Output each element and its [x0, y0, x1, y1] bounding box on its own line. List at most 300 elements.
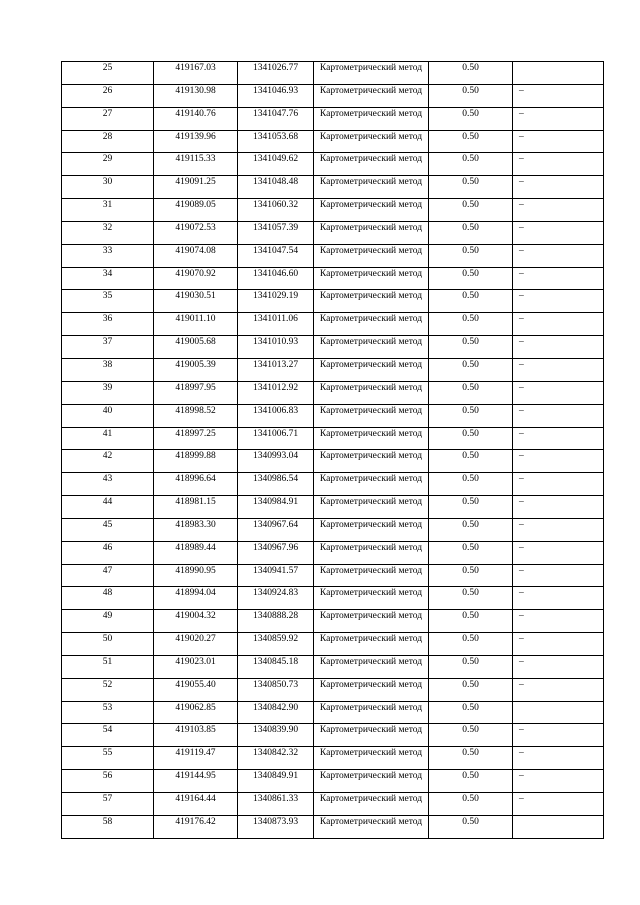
point-number-cell — [62, 244, 154, 267]
x-coordinate-cell — [154, 587, 238, 610]
table-row — [62, 130, 604, 153]
x-coordinate-cell — [154, 221, 238, 244]
note-cell — [513, 358, 604, 381]
point-number-cell — [62, 518, 154, 541]
method-cell — [314, 815, 429, 838]
accuracy-text: 0.50 — [462, 200, 479, 211]
accuracy-cell — [429, 587, 513, 610]
method-text: Картометрический метод — [319, 679, 423, 690]
x-coordinate-text: 419020.27 — [175, 634, 216, 645]
coordinates-table — [61, 61, 604, 839]
x-coordinate-text: 419130.98 — [175, 85, 216, 96]
point-number-text: 53 — [102, 702, 113, 713]
table-row — [62, 267, 604, 290]
accuracy-cell — [429, 404, 513, 427]
table-row — [62, 427, 604, 450]
y-coordinate-text: 1340850.73 — [252, 679, 299, 690]
accuracy-text: 0.50 — [462, 359, 479, 370]
method-cell — [314, 290, 429, 313]
accuracy-text: 0.50 — [462, 268, 479, 279]
accuracy-text: 0.50 — [462, 519, 479, 530]
method-cell — [314, 633, 429, 656]
y-coordinate-cell — [238, 336, 314, 359]
method-text: Картометрический метод — [319, 497, 423, 508]
point-number-cell — [62, 404, 154, 427]
point-number-cell — [62, 107, 154, 130]
accuracy-text: 0.50 — [462, 108, 479, 119]
x-coordinate-text: 419091.25 — [175, 177, 216, 188]
y-coordinate-cell — [238, 290, 314, 313]
x-coordinate-cell — [154, 290, 238, 313]
note-text: – — [519, 428, 524, 439]
y-coordinate-text: 1340941.57 — [252, 565, 299, 576]
accuracy-cell — [429, 62, 513, 85]
point-number-text: 47 — [102, 565, 113, 576]
note-cell — [513, 564, 604, 587]
x-coordinate-text: 419144.95 — [175, 771, 216, 782]
accuracy-text: 0.50 — [462, 154, 479, 165]
point-number-text: 58 — [102, 816, 113, 827]
point-number-cell — [62, 199, 154, 222]
x-coordinate-text: 419004.32 — [175, 611, 216, 622]
point-number-cell — [62, 747, 154, 770]
method-text: Картометрический метод — [319, 519, 423, 530]
note-cell — [513, 199, 604, 222]
y-coordinate-text: 1341060.32 — [252, 200, 299, 211]
point-number-text: 29 — [102, 154, 113, 165]
point-number-cell — [62, 153, 154, 176]
x-coordinate-cell — [154, 633, 238, 656]
accuracy-text: 0.50 — [462, 679, 479, 690]
accuracy-cell — [429, 815, 513, 838]
note-text: – — [519, 542, 524, 553]
y-coordinate-text: 1340967.96 — [252, 542, 299, 553]
y-coordinate-cell — [238, 244, 314, 267]
x-coordinate-cell — [154, 336, 238, 359]
table-row — [62, 541, 604, 564]
note-text: – — [519, 794, 524, 804]
table-row — [62, 724, 604, 747]
point-number-text: 38 — [102, 359, 113, 370]
method-cell — [314, 770, 429, 793]
table-row — [62, 518, 604, 541]
x-coordinate-cell — [154, 701, 238, 724]
method-cell — [314, 358, 429, 381]
method-cell — [314, 313, 429, 336]
accuracy-text: 0.50 — [462, 748, 479, 759]
y-coordinate-text: 1340842.90 — [252, 702, 299, 713]
method-text: Картометрический метод — [319, 108, 423, 119]
point-number-cell — [62, 564, 154, 587]
accuracy-cell — [429, 290, 513, 313]
x-coordinate-cell — [154, 244, 238, 267]
note-text — [513, 62, 603, 63]
x-coordinate-cell — [154, 564, 238, 587]
method-cell — [314, 473, 429, 496]
note-cell — [513, 678, 604, 701]
note-cell — [513, 770, 604, 793]
table-row — [62, 655, 604, 678]
y-coordinate-cell — [238, 678, 314, 701]
accuracy-text: 0.50 — [462, 588, 479, 599]
accuracy-text: 0.50 — [462, 314, 479, 325]
y-coordinate-text: 1341006.71 — [252, 428, 299, 439]
note-text: – — [519, 85, 524, 96]
point-number-text: 54 — [102, 725, 113, 736]
table-row — [62, 678, 604, 701]
note-text: – — [519, 268, 524, 279]
point-number-text: 39 — [102, 382, 113, 393]
point-number-cell — [62, 678, 154, 701]
accuracy-cell — [429, 655, 513, 678]
method-cell — [314, 199, 429, 222]
note-cell — [513, 724, 604, 747]
y-coordinate-cell — [238, 176, 314, 199]
x-coordinate-text: 418994.04 — [175, 588, 216, 599]
point-number-text: 35 — [102, 291, 113, 302]
accuracy-cell — [429, 564, 513, 587]
method-cell — [314, 62, 429, 85]
table-row — [62, 336, 604, 359]
y-coordinate-text: 1340839.90 — [252, 725, 299, 736]
table-row — [62, 450, 604, 473]
point-number-cell — [62, 62, 154, 85]
note-cell — [513, 610, 604, 633]
point-number-text: 56 — [102, 771, 113, 782]
accuracy-text: 0.50 — [462, 85, 479, 96]
x-coordinate-text: 419030.51 — [175, 291, 216, 302]
point-number-text: 44 — [102, 497, 113, 508]
table-row — [62, 244, 604, 267]
point-number-text: 34 — [102, 268, 113, 279]
x-coordinate-cell — [154, 655, 238, 678]
point-number-text: 28 — [102, 131, 113, 142]
y-coordinate-text: 1341046.60 — [252, 268, 299, 279]
y-coordinate-text: 1341010.93 — [252, 337, 299, 348]
table-row — [62, 793, 604, 816]
point-number-cell — [62, 473, 154, 496]
note-cell — [513, 404, 604, 427]
y-coordinate-text: 1341006.83 — [252, 405, 299, 416]
point-number-cell — [62, 381, 154, 404]
method-text: Картометрический метод — [319, 291, 423, 302]
method-text: Картометрический метод — [319, 634, 423, 645]
note-cell — [513, 107, 604, 130]
method-text: Картометрический метод — [319, 177, 423, 188]
method-text: Картометрический метод — [319, 794, 423, 804]
method-cell — [314, 724, 429, 747]
y-coordinate-text: 1341057.39 — [252, 222, 299, 233]
note-cell — [513, 473, 604, 496]
method-cell — [314, 404, 429, 427]
method-text: Картометрический метод — [319, 337, 423, 348]
table-row — [62, 84, 604, 107]
x-coordinate-text: 419005.68 — [175, 337, 216, 348]
y-coordinate-cell — [238, 541, 314, 564]
note-cell — [513, 496, 604, 519]
point-number-text: 33 — [102, 245, 113, 256]
note-text: – — [519, 497, 524, 508]
point-number-text: 52 — [102, 679, 113, 690]
method-text: Картометрический метод — [319, 200, 423, 211]
point-number-cell — [62, 358, 154, 381]
y-coordinate-text: 1341013.27 — [252, 359, 299, 370]
point-number-text: 27 — [102, 108, 113, 119]
method-text: Картометрический метод — [319, 748, 423, 759]
note-text: – — [519, 519, 524, 530]
method-cell — [314, 244, 429, 267]
coordinates-table-body — [62, 62, 604, 839]
y-coordinate-cell — [238, 496, 314, 519]
accuracy-text: 0.50 — [462, 656, 479, 667]
y-coordinate-cell — [238, 770, 314, 793]
method-cell — [314, 450, 429, 473]
method-cell — [314, 107, 429, 130]
point-number-cell — [62, 290, 154, 313]
point-number-cell — [62, 313, 154, 336]
note-text: – — [519, 359, 524, 370]
method-cell — [314, 793, 429, 816]
point-number-cell — [62, 130, 154, 153]
note-cell — [513, 427, 604, 450]
accuracy-cell — [429, 130, 513, 153]
x-coordinate-text: 419005.39 — [175, 359, 216, 370]
x-coordinate-cell — [154, 747, 238, 770]
x-coordinate-cell — [154, 381, 238, 404]
x-coordinate-cell — [154, 815, 238, 838]
note-text: – — [519, 611, 524, 622]
method-text: Картометрический метод — [319, 451, 423, 462]
table-row — [62, 701, 604, 724]
y-coordinate-cell — [238, 655, 314, 678]
point-number-text: 46 — [102, 542, 113, 553]
table-row — [62, 770, 604, 793]
y-coordinate-cell — [238, 267, 314, 290]
method-text: Картометрический метод — [319, 131, 423, 142]
method-cell — [314, 221, 429, 244]
note-text: – — [519, 337, 524, 348]
accuracy-text: 0.50 — [462, 634, 479, 645]
note-text: – — [519, 748, 524, 759]
point-number-text: 40 — [102, 405, 113, 416]
x-coordinate-text: 418996.64 — [175, 474, 216, 485]
method-cell — [314, 518, 429, 541]
note-cell — [513, 290, 604, 313]
method-text: Картометрический метод — [319, 428, 423, 439]
x-coordinate-cell — [154, 153, 238, 176]
accuracy-cell — [429, 199, 513, 222]
y-coordinate-cell — [238, 815, 314, 838]
x-coordinate-text: 419119.47 — [175, 748, 216, 759]
y-coordinate-text: 1341047.54 — [252, 245, 299, 256]
y-coordinate-cell — [238, 153, 314, 176]
method-cell — [314, 381, 429, 404]
method-cell — [314, 267, 429, 290]
y-coordinate-text: 1340845.18 — [252, 656, 299, 667]
table-row — [62, 610, 604, 633]
note-text: – — [519, 565, 524, 576]
method-cell — [314, 130, 429, 153]
method-cell — [314, 610, 429, 633]
x-coordinate-text: 419055.40 — [175, 679, 216, 690]
note-text — [513, 702, 603, 703]
point-number-cell — [62, 793, 154, 816]
y-coordinate-cell — [238, 199, 314, 222]
y-coordinate-text: 1341049.62 — [252, 154, 299, 165]
y-coordinate-cell — [238, 701, 314, 724]
note-text: – — [519, 108, 524, 119]
y-coordinate-cell — [238, 587, 314, 610]
x-coordinate-cell — [154, 724, 238, 747]
point-number-text: 26 — [102, 85, 113, 96]
note-cell — [513, 336, 604, 359]
note-text: – — [519, 314, 524, 325]
point-number-cell — [62, 176, 154, 199]
x-coordinate-text: 418981.15 — [175, 497, 216, 508]
point-number-cell — [62, 587, 154, 610]
accuracy-cell — [429, 267, 513, 290]
accuracy-text: 0.50 — [462, 497, 479, 508]
point-number-cell — [62, 427, 154, 450]
note-cell — [513, 633, 604, 656]
x-coordinate-text: 419070.92 — [175, 268, 216, 279]
table-row — [62, 107, 604, 130]
method-cell — [314, 176, 429, 199]
accuracy-text: 0.50 — [462, 222, 479, 233]
point-number-text: 55 — [102, 748, 113, 759]
note-text: – — [519, 245, 524, 256]
method-text: Картометрический метод — [319, 245, 423, 256]
point-number-text: 45 — [102, 519, 113, 530]
table-row — [62, 404, 604, 427]
y-coordinate-cell — [238, 381, 314, 404]
y-coordinate-cell — [238, 747, 314, 770]
point-number-cell — [62, 655, 154, 678]
accuracy-text: 0.50 — [462, 474, 479, 485]
note-cell — [513, 450, 604, 473]
note-cell — [513, 130, 604, 153]
x-coordinate-cell — [154, 107, 238, 130]
x-coordinate-text: 418990.95 — [175, 565, 216, 576]
accuracy-text: 0.50 — [462, 451, 479, 462]
y-coordinate-text: 1340993.04 — [252, 451, 299, 462]
note-cell — [513, 747, 604, 770]
accuracy-cell — [429, 496, 513, 519]
method-cell — [314, 655, 429, 678]
table-row — [62, 496, 604, 519]
accuracy-cell — [429, 541, 513, 564]
note-text — [513, 816, 603, 817]
method-text: Картометрический метод — [319, 771, 423, 782]
method-cell — [314, 336, 429, 359]
accuracy-cell — [429, 176, 513, 199]
accuracy-cell — [429, 610, 513, 633]
accuracy-cell — [429, 84, 513, 107]
point-number-text: 30 — [102, 177, 113, 188]
method-cell — [314, 496, 429, 519]
point-number-text: 36 — [102, 314, 113, 325]
point-number-cell — [62, 633, 154, 656]
y-coordinate-text: 1340984.91 — [252, 497, 299, 508]
y-coordinate-text: 1340859.92 — [252, 634, 299, 645]
x-coordinate-cell — [154, 610, 238, 633]
x-coordinate-cell — [154, 496, 238, 519]
note-text: – — [519, 200, 524, 211]
accuracy-text: 0.50 — [462, 63, 479, 73]
y-coordinate-cell — [238, 404, 314, 427]
note-cell — [513, 655, 604, 678]
y-coordinate-cell — [238, 473, 314, 496]
method-text: Картометрический метод — [319, 588, 423, 599]
accuracy-text: 0.50 — [462, 291, 479, 302]
table-row — [62, 815, 604, 838]
table-row — [62, 358, 604, 381]
table-row — [62, 633, 604, 656]
x-coordinate-text: 419176.42 — [175, 816, 216, 827]
accuracy-cell — [429, 678, 513, 701]
accuracy-text: 0.50 — [462, 771, 479, 782]
y-coordinate-text: 1340888.28 — [252, 611, 299, 622]
note-cell — [513, 518, 604, 541]
table-row — [62, 199, 604, 222]
point-number-cell — [62, 724, 154, 747]
x-coordinate-cell — [154, 678, 238, 701]
accuracy-cell — [429, 381, 513, 404]
accuracy-text: 0.50 — [462, 794, 479, 804]
y-coordinate-text: 1340873.93 — [252, 816, 299, 827]
method-text: Картометрический метод — [319, 611, 423, 622]
accuracy-cell — [429, 244, 513, 267]
method-text: Картометрический метод — [319, 816, 423, 827]
y-coordinate-cell — [238, 564, 314, 587]
point-number-text: 51 — [102, 656, 113, 667]
note-text: – — [519, 588, 524, 599]
y-coordinate-text: 1341026.77 — [252, 63, 299, 73]
method-text: Картометрический метод — [319, 268, 423, 279]
x-coordinate-text: 419089.05 — [175, 200, 216, 211]
point-number-text: 31 — [102, 200, 113, 211]
point-number-text: 37 — [102, 337, 113, 348]
point-number-text: 43 — [102, 474, 113, 485]
y-coordinate-cell — [238, 313, 314, 336]
accuracy-cell — [429, 358, 513, 381]
point-number-text: 32 — [102, 222, 113, 233]
y-coordinate-text: 1341029.19 — [252, 291, 299, 302]
table-row — [62, 153, 604, 176]
method-text: Картометрический метод — [319, 359, 423, 370]
table-row — [62, 381, 604, 404]
accuracy-cell — [429, 153, 513, 176]
table-row — [62, 176, 604, 199]
note-cell — [513, 793, 604, 816]
note-text: – — [519, 291, 524, 302]
x-coordinate-cell — [154, 130, 238, 153]
y-coordinate-text: 1341046.93 — [252, 85, 299, 96]
y-coordinate-text: 1340924.83 — [252, 588, 299, 599]
y-coordinate-text: 1341053.68 — [252, 131, 299, 142]
x-coordinate-text: 419167.03 — [175, 63, 216, 73]
method-text: Картометрический метод — [319, 725, 423, 736]
method-cell — [314, 701, 429, 724]
y-coordinate-text: 1340849.91 — [252, 771, 299, 782]
accuracy-text: 0.50 — [462, 177, 479, 188]
point-number-text: 50 — [102, 634, 113, 645]
accuracy-cell — [429, 633, 513, 656]
method-text: Картометрический метод — [319, 382, 423, 393]
point-number-cell — [62, 496, 154, 519]
note-cell — [513, 221, 604, 244]
y-coordinate-cell — [238, 610, 314, 633]
